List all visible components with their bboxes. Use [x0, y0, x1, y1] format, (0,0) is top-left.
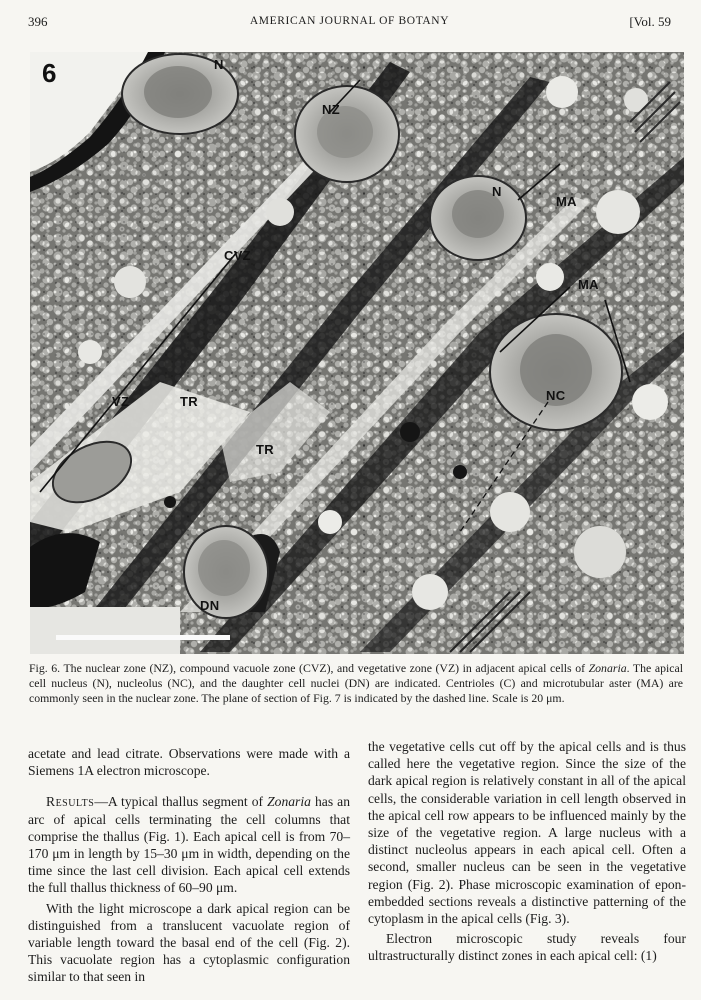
paragraph-results: Results—A typical thallus segment of Zonaria has an arc of apical cells terminating the cell columns that comprise the thallus (Fig. 1). Each apical cell is from 70–170 μm in length by 15–30 μm in width, depending on the time since the last cell division. Each apical cell extends the full thallus thickness of 60–90 μm. — [28, 794, 350, 896]
label-ma-top: MA — [556, 194, 577, 209]
paragraph-light-microscope: With the light microscope a dark apical region can be distinguished from a translucent vacuolate region of variable length toward the basal end of the cell (Fig. 2). This vacuolate region has a cytoplasmic configuration similar to that seen in — [28, 900, 350, 985]
label-nz: NZ — [322, 102, 340, 117]
label-nc: NC — [546, 388, 566, 403]
caption-text-1: Fig. 6. The nuclear zone (NZ), compound vacuole zone (CVZ), and vegetative zone (VZ) in adjacent apical cells of — [29, 661, 589, 675]
micrograph-image — [30, 52, 684, 654]
left-column — [28, 745, 350, 986]
right-column — [368, 738, 686, 965]
page-number: 396 — [28, 14, 48, 29]
label-vz: VZ — [112, 394, 130, 409]
label-n-top: N — [214, 57, 224, 72]
label-dn: DN — [200, 598, 220, 613]
journal-title: AMERICAN JOURNAL OF BOTANY — [249, 15, 450, 27]
label-ma-right: MA — [578, 277, 599, 292]
electron-micrograph-figure — [30, 52, 684, 654]
figure-caption — [29, 661, 683, 707]
label-tr-1: TR — [180, 394, 198, 409]
label-tr-2: TR — [256, 442, 274, 457]
volume-number: [Vol. 59 — [629, 14, 671, 29]
label-n-mid: N — [492, 184, 502, 199]
paragraph-methods-end: acetate and lead citrate. Observations were made with a Siemens 1A electron microscope. — [28, 746, 350, 779]
paragraph-vegetative-region: the vegetative cells cut off by the apical cells and is thus called here the vegetative region. Since the size of the dark apical region is relatively constant in all of the apical cells, the considerable variation in cell length observed in the apical cell row appears to be influenced mainly by the size of the vegetative region. A large nucleus with a distinct nucleolus appears in each apical cell. Often a second, smaller nucleus can be seen in the vegetative region (Fig. 2). Phase microscopic examination of epon-embedded sections reveals a distinctive patterning of the cytoplasm in the apical cells (Fig. 3). — [368, 739, 686, 927]
caption-text-2: . The apical cell nucleus (N), nucleolus (NC), and the daughter cell nuclei (DN) are indicated. Centrioles (C) and microtubular aster (MA) are commonly seen in the nuclear zone. The plane of section of Fig. 7 is indicated by the dashed line. Scale is 20 μm. — [29, 661, 684, 706]
figure-number: 6 — [42, 58, 57, 88]
scale-bar — [56, 635, 230, 640]
running-header — [28, 14, 671, 32]
results-heading: Results — [46, 794, 95, 810]
caption-genus: Zonaria — [588, 661, 627, 675]
paragraph-electron-microscope: Electron microscopic study reveals four ultrastructurally distinct zones in each apical cell: (1) — [368, 931, 686, 964]
label-cvz: CVZ — [224, 248, 251, 263]
